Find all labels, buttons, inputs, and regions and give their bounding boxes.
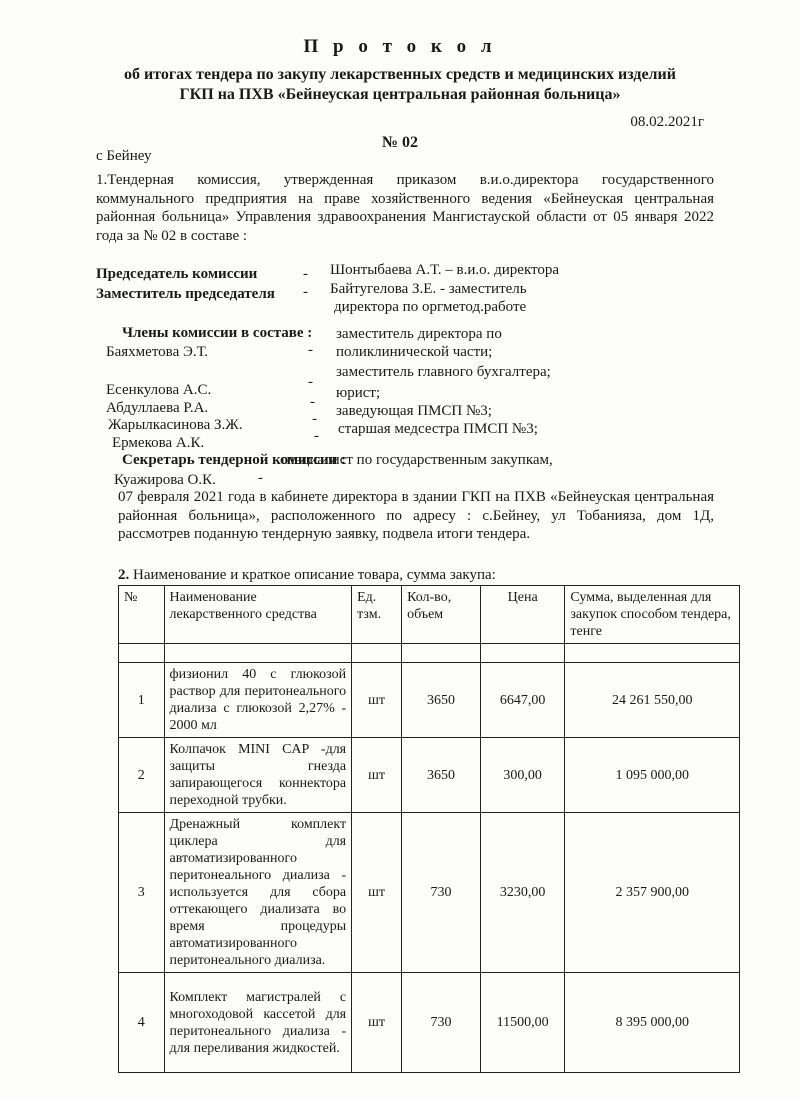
cell-no: 1	[119, 663, 165, 738]
header-sum: Сумма, выделенная для закупок способом тендера, тенге	[565, 586, 740, 644]
section2-number: 2.	[118, 567, 130, 583]
meeting-paragraph: 07 февраля 2021 года в кабинете директора в здании ГКП на ПХВ «Бейнеуская центральная районная больница», расположенного по адресу : с.Бейнеу, ул Тобанияза, дом 1Д, рассмотрев поданную тендерную заявку, подвела итоги тендера.	[118, 489, 714, 542]
table-row	[119, 973, 740, 1073]
cell-price: 6647,00	[480, 663, 565, 738]
document-date: 08.02.2021г	[630, 114, 704, 130]
member-dash: -	[308, 342, 313, 358]
document-subtitle-line1: об итогах тендера по закупу лекарственных средств и медицинских изделий	[124, 66, 676, 83]
header-name: Наименование лекарственного средства	[164, 586, 352, 644]
cell-unit: шт	[352, 973, 402, 1073]
cell-qty: 3650	[402, 663, 481, 738]
member-name: Жарылкасинова З.Ж.	[108, 417, 243, 433]
cell-price: 300,00	[480, 738, 565, 813]
cell-unit: шт	[352, 663, 402, 738]
header-qty: Кол-во, объем	[402, 586, 481, 644]
cell-sum: 24 261 550,00	[565, 663, 740, 738]
section2-heading	[118, 567, 496, 584]
cell-no: 3	[119, 813, 165, 973]
table-spacer-row	[119, 644, 740, 663]
secretary-header: Секретарь тендерной комиссии :	[122, 452, 347, 468]
member-role: юрист;	[336, 385, 381, 401]
cell-name: Колпачок MINI CAP -для защиты гнезда запирающегося коннектора переходной трубки.	[164, 738, 352, 813]
deputy-name-cont: директора по оргметод.работе	[334, 299, 527, 315]
section1-intro: 1.Тендерная комиссия, утвержденная приказом в.и.о.директора государственного коммунального предприятия на праве хозяйственного ведения «Бейнеуская центральная районная больница» Управления здравоохранения Мангистауской области от 05 января 2022 года за № 02 в составе :	[96, 172, 714, 244]
cell-sum: 8 395 000,00	[565, 973, 740, 1073]
member-name: Есенкулова А.С.	[106, 382, 212, 398]
cell-qty: 3650	[402, 738, 481, 813]
member-dash: -	[312, 411, 317, 427]
document-number: № 02	[381, 134, 419, 151]
cell-name: Комплект магистралей с многоходовой кассетой для перитонеального диализа - для переливания жидкостей.	[164, 973, 352, 1073]
header-no: №	[119, 586, 165, 644]
document-place: с Бейнеу	[96, 148, 152, 164]
cell-name: физионил 40 с глюкозой раствор для перитонеального диализа с глюкозой 2,27% - 2000 мл	[164, 663, 352, 738]
member-role: старшая медсестра ПМСП №3;	[338, 421, 538, 437]
cell-sum: 2 357 900,00	[565, 813, 740, 973]
member-dash: -	[308, 374, 313, 390]
cell-qty: 730	[402, 813, 481, 973]
deputy-dash: -	[303, 284, 308, 300]
cell-unit: шт	[352, 813, 402, 973]
secretary-role: специалист по государственным закупкам,	[280, 452, 553, 468]
header-price: Цена	[480, 586, 565, 644]
table-header-row	[119, 586, 740, 644]
goods-table	[118, 585, 740, 1073]
cell-no: 2	[119, 738, 165, 813]
document-subtitle-line2: ГКП на ПХВ «Бейнеуская центральная районная больница»	[179, 86, 621, 103]
member-dash: -	[314, 428, 319, 444]
secretary-dash: -	[258, 470, 263, 486]
cell-sum: 1 095 000,00	[565, 738, 740, 813]
cell-unit: шт	[352, 738, 402, 813]
member-name: Ермекова А.К.	[112, 435, 205, 451]
chairman-name: Шонтыбаева А.Т. – в.и.о. директора	[330, 262, 560, 278]
cell-qty: 730	[402, 973, 481, 1073]
table-row	[119, 813, 740, 973]
cell-price: 3230,00	[480, 813, 565, 973]
deputy-name: Байтугелова З.Е. - заместитель	[330, 281, 527, 297]
member-role: заместитель директора по	[336, 326, 502, 342]
section2-title: Наименование и краткое описание товара, сумма закупа:	[129, 567, 496, 583]
member-role: заведующая ПМСП №3;	[336, 403, 492, 419]
secretary-name: Куажирова О.К.	[114, 472, 216, 488]
deputy-role: Заместитель председателя	[96, 286, 275, 302]
members-header: Члены комиссии в составе :	[122, 325, 313, 341]
header-unit: Ед. тзм.	[352, 586, 402, 644]
table-row	[119, 738, 740, 813]
cell-no: 4	[119, 973, 165, 1073]
member-role: заместитель главного бухгалтера;	[336, 364, 551, 380]
document-title: П р о т о к о л	[303, 36, 497, 57]
chairman-dash: -	[303, 266, 308, 282]
member-name: Баяхметова Э.Т.	[106, 344, 209, 360]
cell-price: 11500,00	[480, 973, 565, 1073]
member-role: поликлинической части;	[336, 344, 493, 360]
chairman-role: Председатель комиссии	[96, 266, 258, 282]
cell-name: Дренажный комплект циклера для автоматизированного перитонеального диализа - используется для сбора оттекающего диализата во время процедуры автоматизированного перитонеального диализа.	[164, 813, 352, 973]
table-row	[119, 663, 740, 738]
member-name: Абдуллаева Р.А.	[106, 400, 209, 416]
member-dash: -	[310, 394, 315, 410]
